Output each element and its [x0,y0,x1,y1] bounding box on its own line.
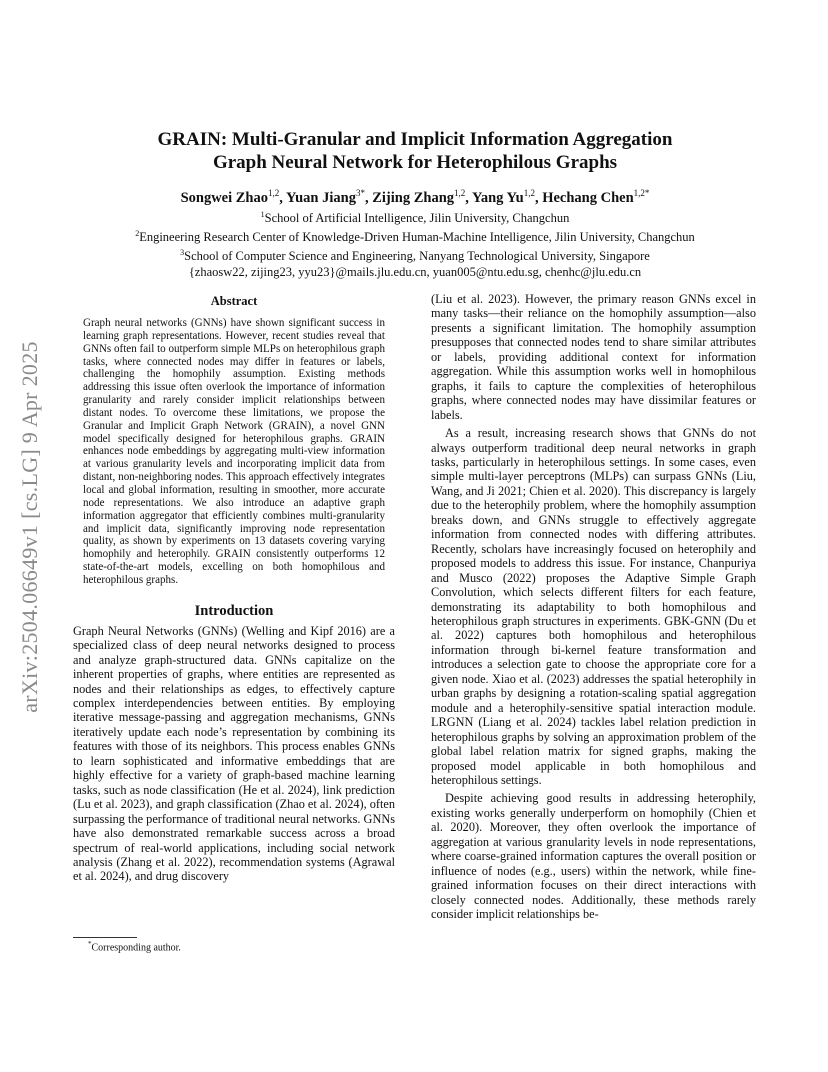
intro-paragraph-2: (Liu et al. 2023). However, the primary reason GNNs excel in many tasks—their reliance on the homophily assumption—also presents a significant limitation. The homophily assumption presupposes that connected nodes tend to share similar attributes or labels, providing additional context for information aggregation. While this assumption works well in homophilous graphs, it fails to capture the complexities of heterophilous graphs, where connected nodes may have dissimilar features or labels. [431,292,756,422]
abstract-text: Graph neural networks (GNNs) have shown significant success in learning graph representations. However, recent studies reveal that GNNs often fail to outperform simple MLPs on heterophilous graph tasks, where connected nodes may differ in features or labels, challenging the homophily assumption. Existing methods addressing this issue often overlook the importance of information granularity and rarely consider implicit relationships between distant nodes. To overcome these limitations, we propose the Granular and Implicit Graph Network (GRAIN), a novel GNN model specifically designed for heterophilous graphs. GRAIN enhances node embeddings by aggregating multi-view information at various granularity levels and incorporating implicit data from distant, non-neighboring nodes. This approach effectively integrates local and global information, resulting in smoother, more accurate node representations. We also introduce an adaptive graph information aggregator that efficiently combines multi-granularity and implicit data, significantly improving node representation quality, as shown by experiments on 13 datasets covering varying homophily and heterophily. GRAIN consistently outperforms 12 state-of-the-art models, excelling on both homophilous and heterophilous graphs. [83,317,385,586]
footnote: *Corresponding author. [88,940,181,954]
right-column [431,292,756,921]
paper-title [70,128,760,174]
author: Yuan Jiang$^{3*}$ [285,188,365,206]
paper-header [70,128,760,280]
arxiv-identifier: arXiv:2504.06649v1 [cs.LG] 9 Apr 2025 [17,341,43,713]
left-column [73,294,395,884]
author: Hechang Chen$^{1,2*}$ [542,188,650,206]
author: Zijing Zhang$^{1,2}$ [372,188,466,206]
intro-paragraph-4: Despite achieving good results in addressing heterophily, existing works generally underperform on homophily (Chien et al. 2020). Moreover, they often overlook the importance of aggregation at various granularity levels in node representations, where coarse-grained information captures the overall position or influence of nodes (e.g., users) within the network, while fine-grained information focuses on their direct interactions with closely connected nodes. Additionally, these methods rarely consider implicit relationships be- [431,791,756,922]
author-emails: {zhaosw22, zijing23, yyu23}@mails.jlu.edu.cn, yuan005@ntu.edu.sg, chenhc@jlu.edu.cn [188,265,642,280]
abstract-heading: Abstract [210,294,258,308]
affiliation: $^1$School of Artificial Intelligence, Jilin University, Changchun [260,209,570,225]
intro-paragraph-1: Graph Neural Networks (GNNs) (Welling and Kipf 2016) are a specialized class of deep neural networks designed to process and analyze graph-structured data. GNNs capitalize on the inherent properties of graphs, where entities are represented as nodes and their relationships as edges, to effectively capture complex interdependencies between entities. By employing iterative message-passing and aggregation mechanisms, GNNs iteratively update each node’s representation by combining its features with those of its neighbors. This process enables GNNs to learn sophisticated and informative embeddings that are highly effective for a variety of graph-based machine learning tasks, such as node classification (He et al. 2024), link prediction (Lu et al. 2023), and graph classification (Zhao et al. 2024), often surpassing the performance of traditional neural networks. GNNs have also demonstrated remarkable success across a broad spectrum of real-world applications, including social network analysis (Zhang et al. 2022), recommendation systems (Agrawal et al. 2024), and drug discovery [73,623,396,884]
title-line-2: Graph Neural Network for Heterophilous Graphs [212,152,618,173]
author: Yang Yu$^{1,2}$ [471,188,535,206]
arxiv-sidebar [8,292,52,762]
intro-paragraph-3: As a result, increasing research shows that GNNs do not always outperform traditional deep neural networks in graph tasks, particularly in heterophilous settings. In some cases, even simple multi-layer perceptrons (MLPs) can surpass GNNs (Liu, Wang, and Ji 2021; Chien et al. 2020). This discrepancy is largely due to the heterophily problem, where the homophily assumption breaks down, and GNNs struggle to effectively aggregate information from connected nodes with differing attributes. Recently, scholars have increasingly focused on heterophily and proposed models to address this issue. For instance, Chanpuriya and Musco (2022) proposes the Adaptive Simple Graph Convolution, which selects different filters for each feature, demonstrating its adaptability to both homophilous and heterophilous graph structures in experiments. GBK-GNN (Du et al. 2022) captures both homophilous and heterophilous information through bi-kernel feature transformation and introduces a selection gate to choose the appropriate core for a given node. Xiao et al. (2023) addresses the spatial heterophily in urban graphs by designing a rotation-scaling spatial aggregation module and a heterophily-sensitive spatial interaction module. LRGNN (Liang et al. 2024) tackles label relation prediction in heterophilous graphs by solving an approximation problem of the global label relation matrix for signed graphs, making the proposed model applicable in both homophilous and heterophilous settings. [431,426,756,787]
affiliation: $^2$Engineering Research Center of Knowledge-Driven Human-Machine Intelligence, Jilin University, Changchun [135,228,695,245]
author: Songwei Zhao$^{1,2}$ [180,188,280,206]
introduction-heading: Introduction [194,602,274,619]
affiliation: $^3$School of Computer Science and Engineering, Nanyang Technological University, Singapore [180,248,650,264]
author-list: Songwei Zhao$^{1,2}$, Yuan Jiang$^{3*}$, Zijing Zhang$^{1,2}$, Yang Yu$^{1,2}$, Hechang Chen$^{1,2*}$ [180,188,650,206]
title-line-1: GRAIN: Multi-Granular and Implicit Information Aggregation [157,129,673,150]
footnote-rule [73,937,137,938]
